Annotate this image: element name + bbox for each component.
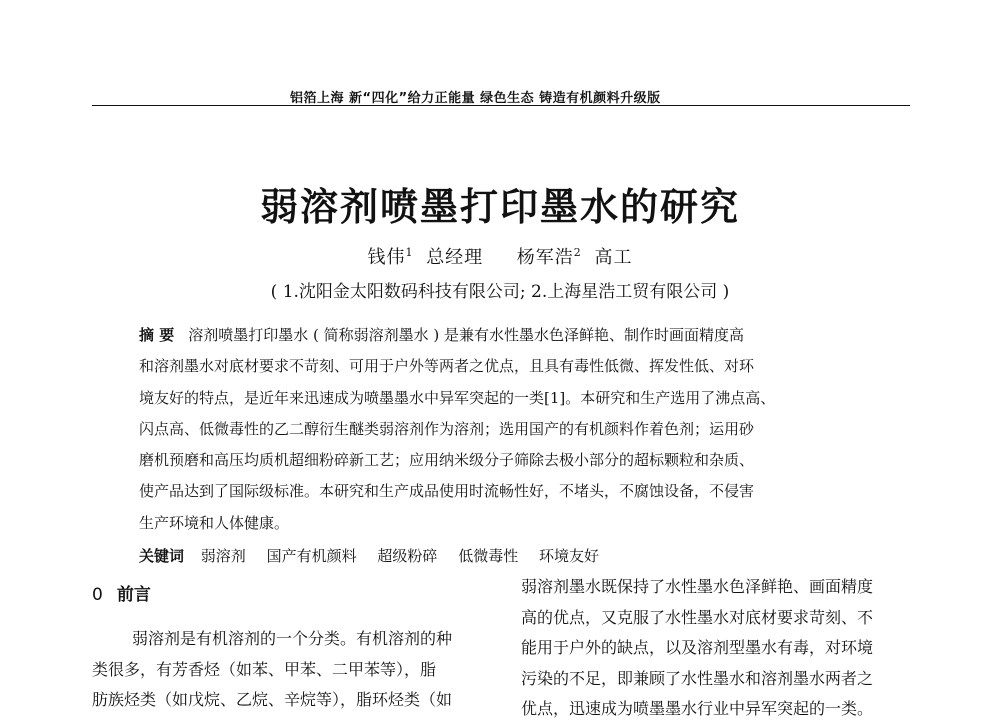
abstract-line: 磨机预磨和高压均质机超细粉碎新工艺；应用纳米级分子筛除去极小部分的超标颗粒和杂质、 bbox=[139, 451, 755, 470]
body-line: 弱溶剂墨水既保持了水性墨水色泽鲜艳、画面精度 bbox=[521, 577, 874, 596]
article-title: 弱溶剂喷墨打印墨水的研究 bbox=[259, 185, 740, 229]
header-rule bbox=[92, 105, 910, 106]
author-role: 高工 bbox=[594, 247, 633, 268]
body-line: 优点，迅速成为喷墨墨水行业中异军突起的一类。 bbox=[521, 699, 874, 719]
author-affiliation-mark: 1 bbox=[405, 246, 414, 259]
abstract-line: 生产环境和人体健康。 bbox=[139, 513, 290, 532]
affiliations: ( 1.沈阳金太阳数码科技有限公司; 2.上海星浩工贸有限公司 ) bbox=[270, 282, 730, 302]
running-header: 铝箔上海 新“四化”给力正能量 绿色生态 铸造有机颜料升级版 bbox=[290, 91, 661, 106]
body-line: 类很多，有芳香烃（如苯、甲苯、二甲苯等），脂 bbox=[92, 659, 437, 679]
section-heading bbox=[92, 580, 151, 605]
body-line: 肪族烃类（如戊烷、乙烷、辛烷等），脂环烃类（如 bbox=[92, 690, 453, 710]
keywords-label: 关键词 bbox=[139, 547, 185, 565]
author-name: 杨军浩 bbox=[516, 247, 574, 268]
abstract-line: 和溶剂墨水对底材要求不苛刻、可用于户外等两者之优点，且具有毒性低微、挥发性低、对环 bbox=[139, 357, 755, 376]
author-affiliation-mark: 2 bbox=[573, 246, 582, 259]
keyword: 国产有机颜料 bbox=[266, 547, 357, 565]
keyword: 低微毒性 bbox=[458, 547, 519, 565]
keyword: 弱溶剂 bbox=[200, 547, 246, 565]
keyword: 超级粉碎 bbox=[377, 547, 438, 565]
keyword: 环境友好 bbox=[538, 547, 599, 565]
body-line: 污染的不足，即兼顾了水性墨水和溶剂墨水两者之 bbox=[521, 668, 874, 688]
body-line: 弱溶剂是有机溶剂的一个分类。有机溶剂的种 bbox=[132, 629, 453, 648]
author-name: 钱伟 bbox=[367, 247, 406, 268]
section-number: 0 bbox=[92, 585, 103, 605]
author-line bbox=[0, 243, 1000, 269]
abstract-line: 闪点高、低微毒性的乙二醇衍生醚类弱溶剂作为溶剂；选用国产的有机颜料作着色剂；运用砂 bbox=[139, 419, 755, 438]
abstract-text: 溶剂喷墨打印墨水 ( 简称弱溶剂墨水 ) 是兼有水性墨水色泽鲜艳、制作时画面精度高 bbox=[188, 326, 745, 344]
left-column bbox=[92, 624, 492, 716]
body-line: 高的优点，又克服了水性墨水对底材要求苛刻、不 bbox=[521, 607, 874, 627]
abstract-label: 摘 要 bbox=[139, 326, 175, 344]
right-column bbox=[521, 572, 913, 725]
keywords bbox=[139, 545, 615, 566]
section-title: 前言 bbox=[116, 585, 151, 605]
abstract-line bbox=[139, 320, 861, 351]
author-role: 总经理 bbox=[426, 247, 484, 268]
abstract bbox=[139, 320, 861, 539]
abstract-line: 境友好的特点，是近年来迅速成为喷墨墨水中异军突起的一类[1]。本研究和生产选用了沸点高、 bbox=[139, 388, 776, 407]
abstract-line: 使产品达到了国际级标准。本研究和生产成品使用时流畅性好，不堵头，不腐蚀设备，不侵害 bbox=[139, 482, 755, 501]
body-line: 能用于户外的缺点，以及溶剂型墨水有毒，对环境 bbox=[521, 638, 874, 658]
